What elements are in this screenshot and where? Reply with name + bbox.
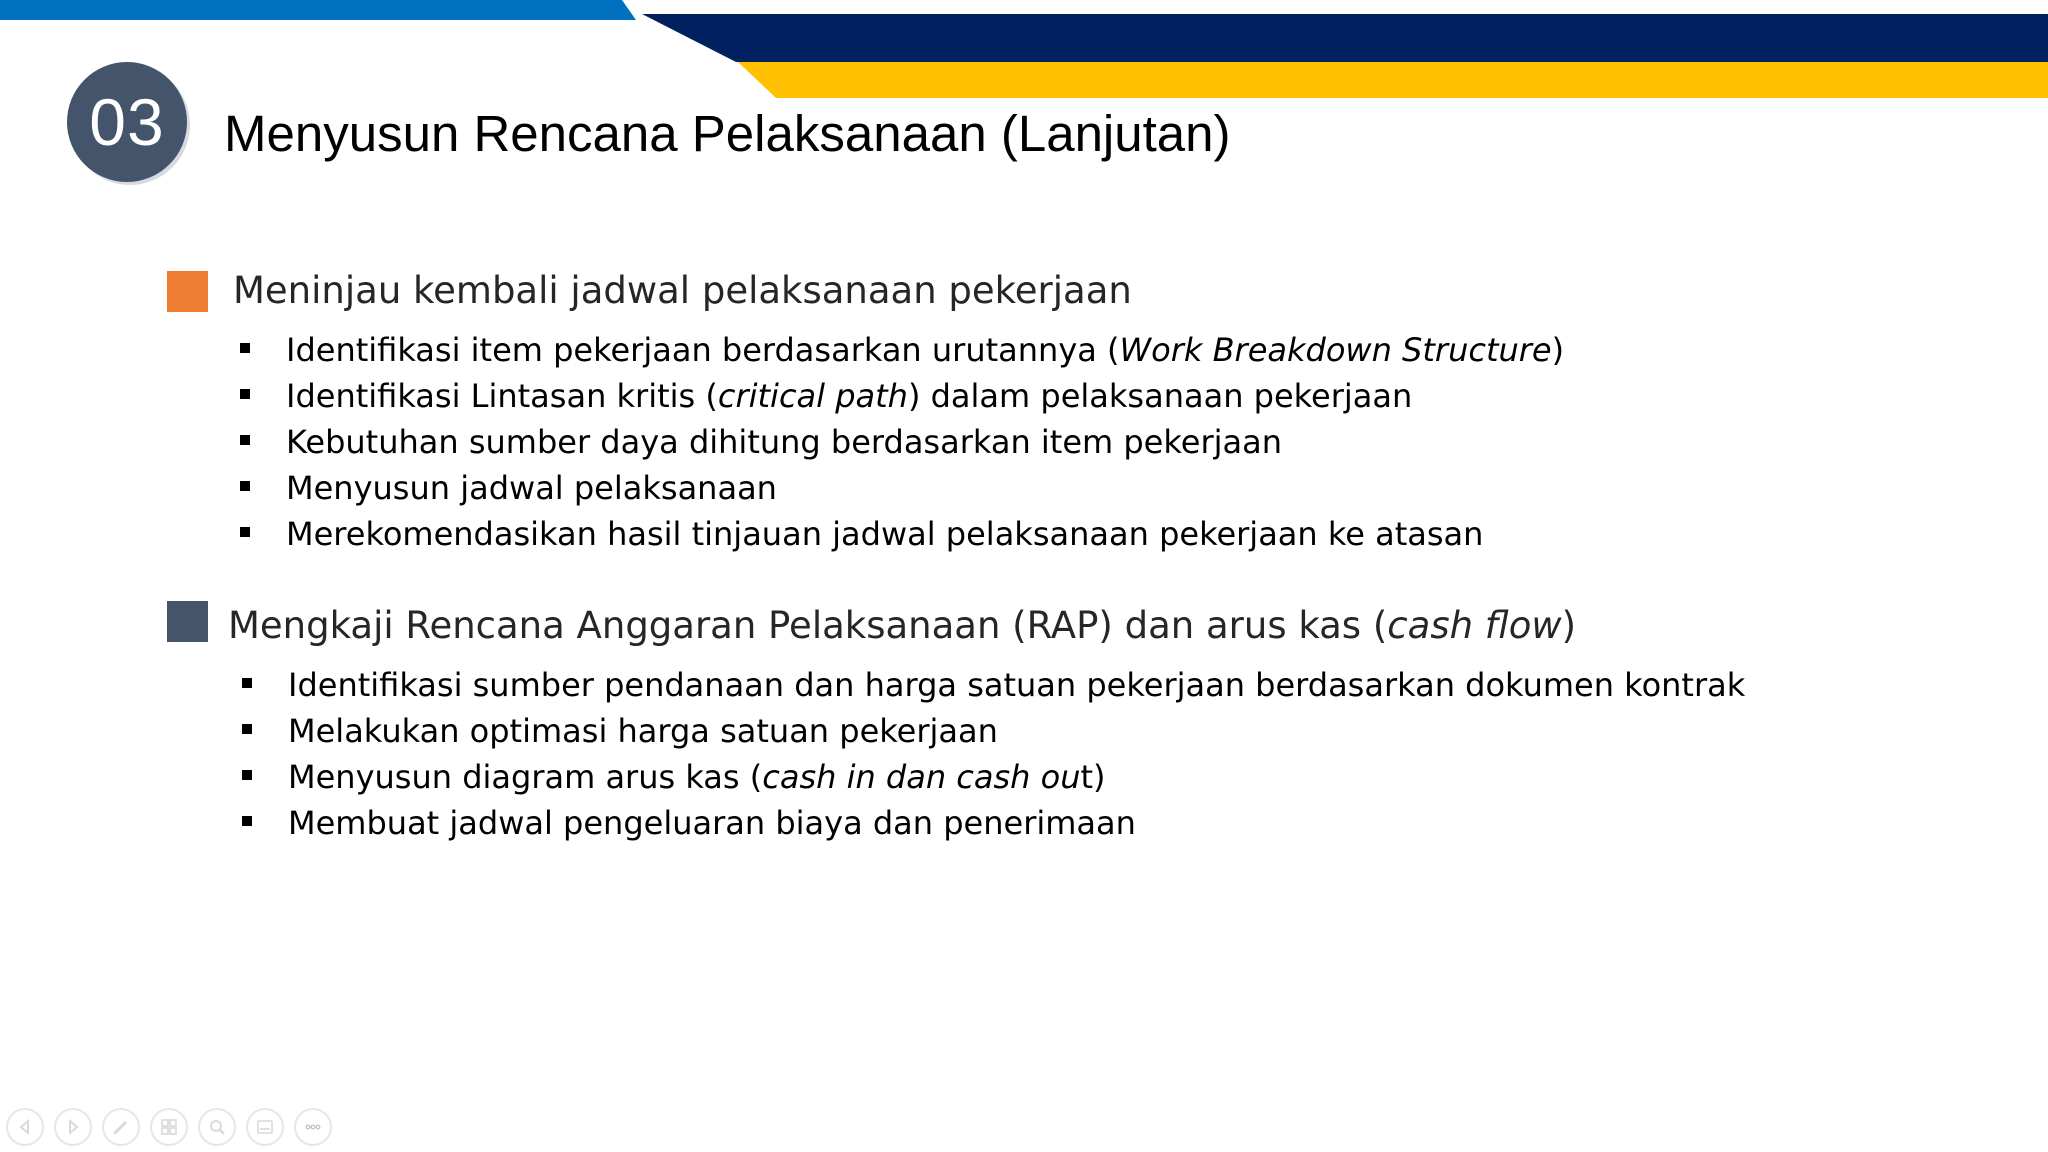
list-item-text: Menyusun jadwal pelaksanaan bbox=[286, 469, 777, 507]
square-bullet-icon bbox=[240, 343, 250, 353]
list-item-text: Identifikasi sumber pendanaan dan harga satuan pekerjaan berdasarkan dokumen kontrak bbox=[288, 666, 1746, 704]
orange-square-marker bbox=[167, 271, 208, 312]
previous-slide-icon bbox=[14, 1116, 36, 1138]
list-item-text: Kebutuhan sumber daya dihitung berdasarkan item pekerjaan bbox=[286, 423, 1282, 461]
square-bullet-icon bbox=[242, 724, 252, 734]
presenter-toolbar bbox=[6, 1108, 332, 1148]
header-banner bbox=[0, 0, 2048, 110]
square-bullet-icon bbox=[240, 389, 250, 399]
list-item-text: Menyusun diagram arus kas (cash in dan cash out) bbox=[288, 758, 1106, 796]
banner-navy-stripe bbox=[642, 14, 2048, 62]
square-bullet-icon bbox=[242, 678, 252, 688]
square-bullet-icon bbox=[240, 481, 250, 491]
more-options-button[interactable] bbox=[294, 1108, 332, 1146]
pen-icon bbox=[110, 1116, 132, 1138]
next-slide-icon bbox=[62, 1116, 84, 1138]
subtitles-button[interactable] bbox=[246, 1108, 284, 1146]
zoom-button[interactable] bbox=[198, 1108, 236, 1146]
pen-tool-button[interactable] bbox=[102, 1108, 140, 1146]
list-item-text: Identifikasi item pekerjaan berdasarkan urutannya (Work Breakdown Structure) bbox=[286, 331, 1565, 369]
slides-grid-icon bbox=[158, 1116, 180, 1138]
list-item-text: Identifikasi Lintasan kritis (critical path) dalam pelaksanaan pekerjaan bbox=[286, 377, 1413, 415]
square-bullet-icon bbox=[242, 816, 252, 826]
see-all-slides-button[interactable] bbox=[150, 1108, 188, 1146]
next-slide-button[interactable] bbox=[54, 1108, 92, 1146]
section-number-badge: 03 bbox=[67, 62, 187, 182]
more-options-icon bbox=[302, 1116, 324, 1138]
previous-slide-button[interactable] bbox=[6, 1108, 44, 1146]
slide-title: Menyusun Rencana Pelaksanaan (Lanjutan) bbox=[224, 105, 1231, 162]
list-item-text: Merekomendasikan hasil tinjauan jadwal pelaksanaan pekerjaan ke atasan bbox=[286, 515, 1484, 553]
group-heading: Mengkaji Rencana Anggaran Pelaksanaan (RAP) dan arus kas (cash flow) bbox=[228, 604, 1577, 647]
banner-blue-stripe bbox=[0, 0, 636, 20]
list-item-text: Melakukan optimasi harga satuan pekerjaan bbox=[288, 712, 998, 750]
list-item-text: Membuat jadwal pengeluaran biaya dan penerimaan bbox=[288, 804, 1136, 842]
slate-square-marker bbox=[167, 601, 208, 642]
zoom-icon bbox=[206, 1116, 228, 1138]
group-heading: Meninjau kembali jadwal pelaksanaan pekerjaan bbox=[233, 269, 1132, 312]
square-bullet-icon bbox=[240, 527, 250, 537]
banner-yellow-stripe bbox=[738, 62, 2048, 98]
subtitles-icon bbox=[254, 1116, 276, 1138]
square-bullet-icon bbox=[240, 435, 250, 445]
square-bullet-icon bbox=[242, 770, 252, 780]
